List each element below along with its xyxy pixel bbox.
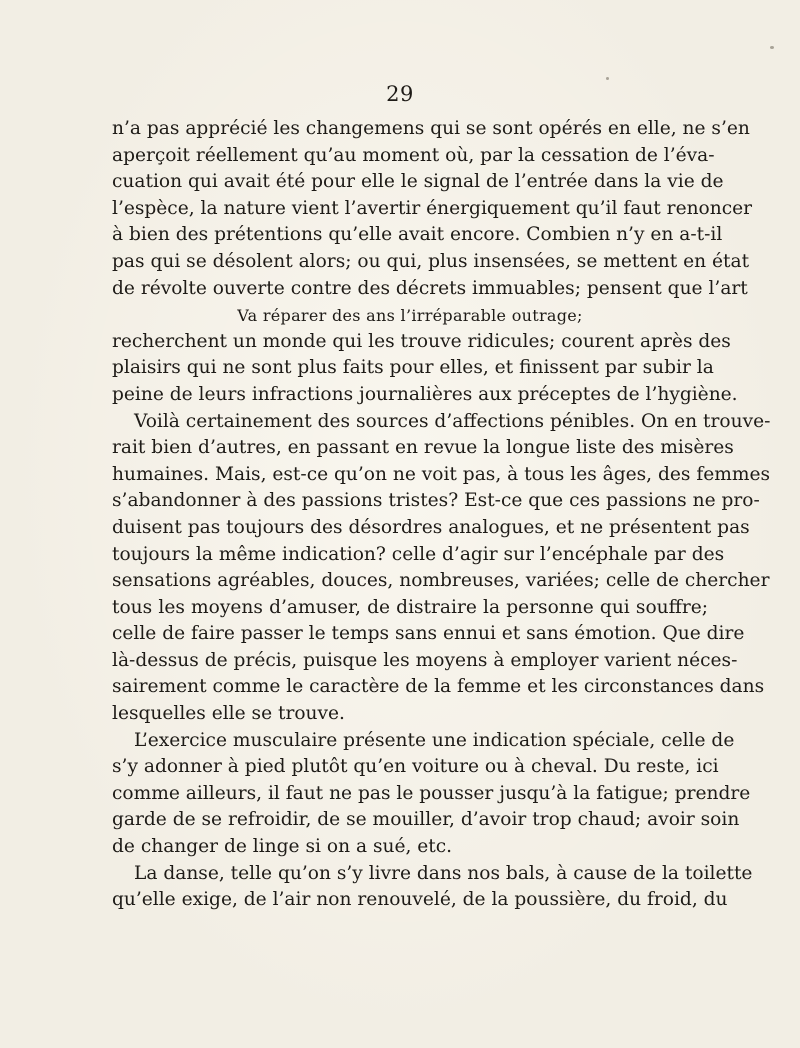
text-line: comme ailleurs, il faut ne pas le pousser jusqu’à la fatigue; prendre	[112, 782, 751, 804]
text-line: recherchent un monde qui les trouve ridicules; courent après des	[112, 330, 731, 352]
text-line: cuation qui avait été pour elle le signal de l’entrée dans la vie de	[112, 171, 724, 193]
paragraph-start-line: L’exercice musculaire présente une indication spéciale, celle de	[134, 729, 735, 751]
paper-speck	[770, 46, 774, 49]
text-line: s’y adonner à pied plutôt qu’en voiture ou à cheval. Du reste, ici	[112, 756, 719, 778]
text-line: rait bien d’autres, en passant en revue la longue liste des misères	[112, 437, 734, 459]
text-line: tous les moyens d’amuser, de distraire la personne qui souffre;	[112, 596, 708, 618]
text-line: plaisirs qui ne sont plus faits pour elles, et finissent par subir la	[112, 357, 714, 379]
text-line: toujours la même indication? celle d’agir sur l’encéphale par des	[112, 543, 725, 565]
text-line: là-dessus de précis, puisque les moyens à employer varient néces-	[112, 649, 738, 671]
verse-quotation: Va réparer des ans l’irréparable outrage;	[237, 306, 583, 326]
text-line: qu’elle exige, de l’air non renouvelé, de la poussière, du froid, du	[112, 889, 728, 911]
text-line: l’espèce, la nature vient l’avertir énergiquement qu’il faut renoncer	[112, 197, 753, 219]
text-line: de changer de linge si on a sué, etc.	[112, 836, 453, 858]
text-line: humaines. Mais, est-ce qu’on ne voit pas, à tous les âges, des femmes	[112, 463, 771, 485]
paper-speck	[606, 77, 609, 80]
text-line: s’abandonner à des passions tristes? Est-ce que ces passions ne pro-	[112, 490, 760, 512]
body-text	[112, 116, 771, 914]
text-line: de révolte ouverte contre des décrets immuables; pensent que l’art	[112, 277, 748, 299]
text-line: garde de se refroidir, de se mouiller, d’avoir trop chaud; avoir soin	[112, 809, 740, 831]
text-line: celle de faire passer le temps sans ennui et sans émotion. Que dire	[112, 623, 745, 645]
page-number: 29	[386, 82, 414, 106]
text-line: duisent pas toujours des désordres analogues, et ne présentent pas	[112, 516, 750, 538]
text-line: pas qui se désolent alors; ou qui, plus insensées, se mettent en état	[112, 250, 750, 272]
text-line: aperçoit réellement qu’au moment où, par la cessation de l’éva-	[112, 144, 715, 166]
text-line: à bien des prétentions qu’elle avait encore. Combien n’y en a-t-il	[112, 224, 723, 246]
text-line: n’a pas apprécié les changemens qui se sont opérés en elle, ne s’en	[112, 118, 750, 139]
paragraph-start-line: La danse, telle qu’on s’y livre dans nos bals, à cause de la toilette	[134, 862, 753, 884]
text-line: peine de leurs infractions journalières aux préceptes de l’hygiène.	[112, 383, 738, 405]
paragraph-start-line: Voilà certainement des sources d’affections pénibles. On en trouve-	[134, 410, 771, 432]
text-line: sairement comme le caractère de la femme et les circonstances dans	[112, 676, 765, 698]
text-line: lesquelles elle se trouve.	[112, 703, 345, 725]
text-line: sensations agréables, douces, nombreuses, variées; celle de chercher	[112, 570, 770, 592]
